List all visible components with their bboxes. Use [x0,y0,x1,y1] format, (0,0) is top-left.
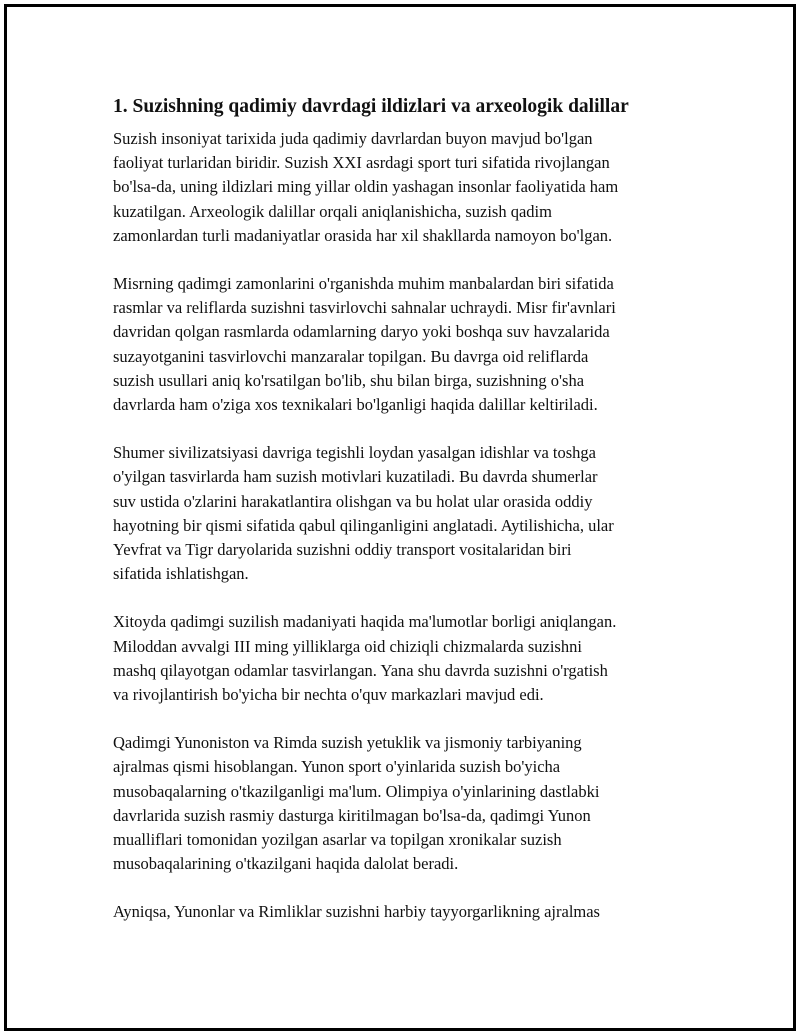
text-line: davrlarida suzish rasmiy dasturga kiritilmagan bo'lsa-da, qadimgi Yunon [113,805,591,825]
text-line: suzish usullari aniq ko'rsatilgan bo'lib, shu bilan birga, suzishning o'sha [113,370,585,390]
text-line: davrlarda ham o'ziga xos texnikalari bo'lganligi haqida dalillar keltiriladi. [113,395,598,415]
text-line: rasmlar va reliflarda suzishni tasvirlovchi sahnalar uchraydi. Misr fir'avnlari [113,298,616,318]
text-line: mualliflari tomonidan yozilgan asarlar va topilgan xronikalar suzish [113,830,562,850]
text-line: faoliyat turlaridan biridir. Suzish XXI asrdagi sport turi sifatida rivojlangan [113,153,610,173]
text-line: ajralmas qismi hisoblangan. Yunon sport o'yinlarida suzish bo'yicha [113,757,561,777]
text-line: suzayotganini tasvirlovchi manzaralar topilgan. Bu davrga oid reliflarda [113,346,589,366]
paragraph-sumer [113,441,683,586]
paragraph-intro [113,127,683,248]
section-heading: 1. Suzishning qadimiy davrdagi ildizlari va arxeologik dalillar [113,96,629,117]
text-line: kuzatilgan. Arxeologik dalillar orqali aniqlanishicha, suzish qadim [113,201,552,221]
text-line: Xitoyda qadimgi suzilish madaniyati haqida ma'lumotlar borligi aniqlangan. [113,612,617,632]
text-line: zamonlardan turli madaniyatlar orasida har xil shakllarda namoyon bo'lgan. [113,225,613,245]
text-line: suv ustida o'zlarini harakatlantira olishgan va bu holat ular orasida oddiy [113,491,593,511]
document-body [113,93,683,949]
text-line: o'yilgan tasvirlarda ham suzish motivlari kuzatiladi. Bu davrda shumerlar [113,467,598,487]
paragraph-egypt [113,272,683,417]
text-line: Ayniqsa, Yunonlar va Rimliklar suzishni harbiy tayyorgarlikning ajralmas [113,902,600,922]
text-line: musobaqalarining o'tkazilgani haqida dalolat beradi. [113,854,459,874]
paragraph-greece-rome [113,731,683,876]
text-line: musobaqalarning o'tkazilganligi ma'lum. Olimpiya o'yinlarining dastlabki [113,781,600,801]
text-line: mashq qilayotgan odamlar tasvirlangan. Yana shu davrda suzishni o'rgatish [113,660,608,680]
text-line: Suzish insoniyat tarixida juda qadimiy davrlardan buyon mavjud bo'lgan [113,129,593,148]
text-line: bo'lsa-da, uning ildizlari ming yillar oldin yashagan insonlar faoliyatida ham [113,177,619,197]
text-line: Yevfrat va Tigr daryolarida suzishni oddiy transport vositalaridan biri [113,540,572,560]
text-line: Shumer sivilizatsiyasi davriga tegishli loydan yasalgan idishlar va toshga [113,443,596,463]
paragraph-military [113,900,683,924]
text-line: sifatida ishlatishgan. [113,564,249,584]
text-line: Miloddan avvalgi III ming yilliklarga oid chiziqli chizmalarda suzishni [113,636,582,656]
paragraph-china [113,610,683,707]
text-line: Misrning qadimgi zamonlarini o'rganishda muhim manbalardan biri sifatida [113,274,614,294]
text-line: davridan qolgan rasmlarda odamlarning daryo yoki boshqa suv havzalarida [113,322,610,342]
text-line: va rivojlantirish bo'yicha bir nechta o'quv markazlari mavjud edi. [113,685,544,705]
text-line: Qadimgi Yunoniston va Rimda suzish yetuklik va jismoniy tarbiyaning [113,733,582,753]
text-line: hayotning bir qismi sifatida qabul qilinganligini anglatadi. Aytilishicha, ular [113,515,614,535]
